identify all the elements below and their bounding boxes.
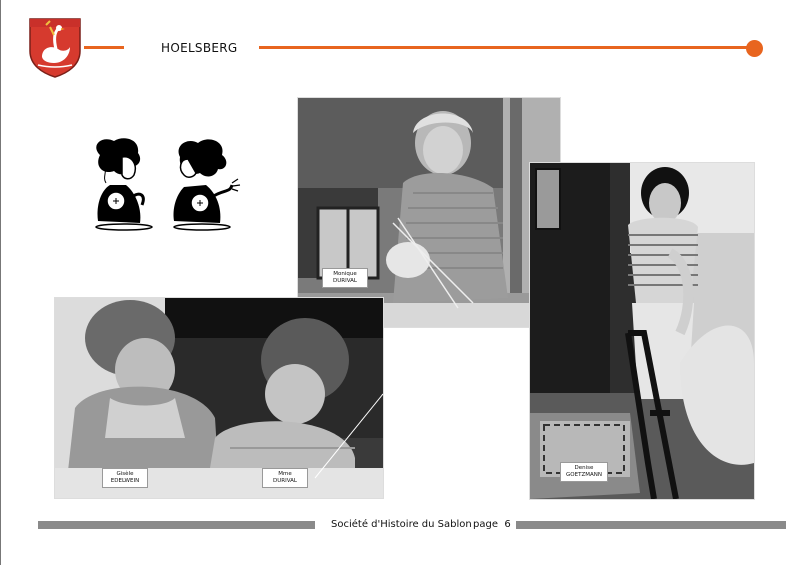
caption-last-name: GOETZMANN: [566, 472, 602, 478]
caption-first-name: Monique: [333, 271, 357, 277]
caption-last-name: DURIVAL: [273, 478, 297, 484]
footer-society-name: Société d'Histoire du Sablon: [331, 519, 472, 530]
page-left-border: [0, 0, 1, 565]
caption-last-name: EDELWEIN: [110, 478, 140, 484]
header-accent-dot: [746, 40, 763, 57]
caption-first-name: Denise: [574, 465, 594, 471]
header-accent-line-short: [84, 46, 124, 49]
photo-monique-knitting: [297, 97, 561, 328]
photo-denise-standing: [529, 162, 755, 500]
caption-first-name: Gisèle: [116, 471, 134, 477]
caption-last-name: DURIVAL: [333, 278, 357, 284]
gossiping-women-cartoon-icon: [80, 135, 250, 235]
caption-first-name: Mme: [278, 471, 292, 477]
photo-caption-gisele-edelwein: [102, 468, 148, 488]
footer-bar-left: [38, 521, 315, 529]
photo-caption-mme-durival: [262, 468, 308, 488]
header-accent-line-long: [259, 46, 751, 49]
photo-caption-denise-goetzmann: [560, 462, 608, 482]
footer-bar-right: [516, 521, 786, 529]
photo-caption-monique-durival: [322, 268, 368, 288]
footer-page-number: page 6: [473, 519, 511, 530]
page-title: HOELSBERG: [161, 41, 238, 55]
coat-of-arms-icon: [28, 17, 82, 79]
